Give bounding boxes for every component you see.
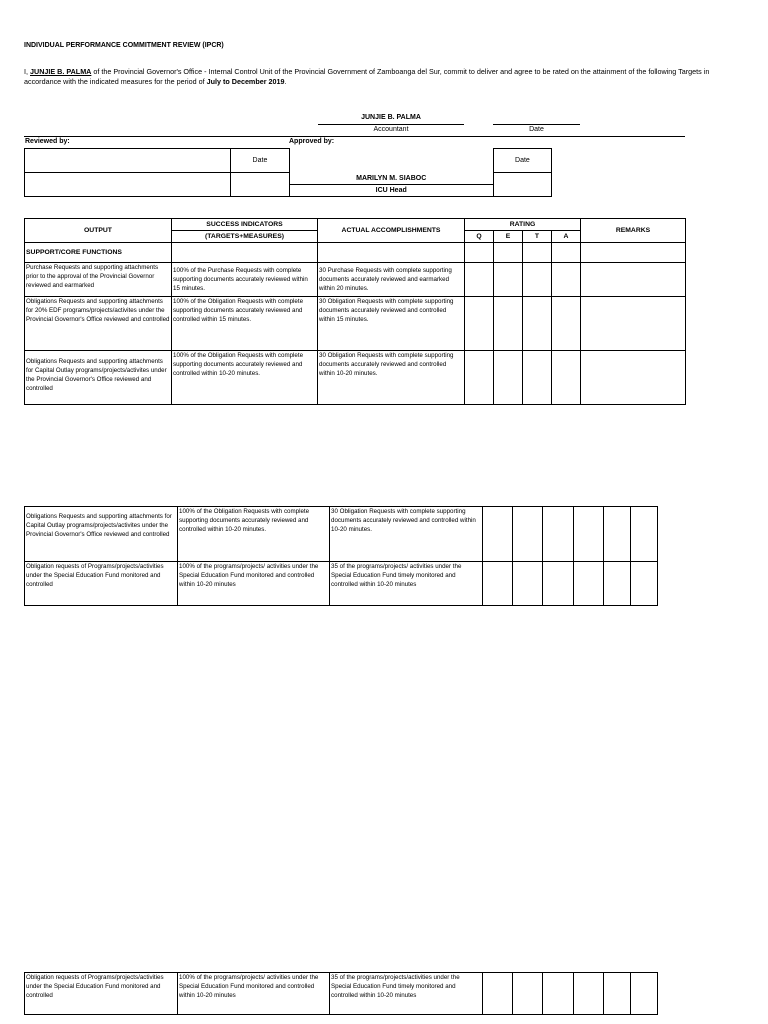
reviewer-date-cell — [231, 173, 289, 197]
reviewer-name-cell — [25, 173, 231, 197]
ratee-name: JUNJIE B. PALMA — [361, 114, 421, 121]
commitment-statement — [24, 67, 714, 87]
header-actual-accomplishments: ACTUAL ACCOMPLISHMENTS — [318, 219, 465, 243]
indicator-cell: 100% of the programs/projects/ activities under the Special Education Fund monitored and controlled within 10-20 minutes — [178, 973, 330, 1015]
table-row — [25, 297, 686, 351]
output-cell: Obligations Requests and supporting attachments for Capital Outlay programs/projects/activites under the Provincial Governor's Office reviewed and controlled — [25, 351, 172, 405]
ipcr-table — [24, 218, 686, 405]
output-cell: Purchase Requests and supporting attachments prior to the approval of the Provincial Governor reviewed and earmarked — [25, 263, 172, 297]
table-row — [25, 351, 686, 405]
header-targets-measures: (TARGETS+MEASURES) — [172, 231, 318, 243]
actual-cell: 30 Obligation Requests with complete supporting documents accurately reviewed and controlled within 10-20 minutes. — [318, 351, 465, 405]
intro-middle: of the Provincial Governor's Office - Internal Control Unit of the Provincial Government of Zamboanga del Sur, commit to deliver and agree to be rated on the attainment of the following Targets in accordance with the indicated measures for the period of — [24, 67, 710, 86]
ratee-position: Accountant — [373, 126, 409, 133]
approver-position: ICU Head — [289, 185, 493, 197]
actual-cell: 30 Obligation Requests with complete supporting documents accurately reviewed and controlled within 10-20 minutes. — [330, 507, 483, 562]
header-rating-a: A — [552, 231, 581, 243]
output-cell: Obligation requests of Programs/projects/activities under the Special Education Fund monitored and controlled — [25, 973, 178, 1015]
table-row — [25, 263, 686, 297]
rating-period: July to December 2019 — [206, 77, 285, 86]
indicator-cell: 100% of the Obligation Requests with complete supporting documents accurately reviewed and controlled within 15 minutes. — [172, 297, 318, 351]
output-cell: Obligation requests of Programs/projects/activities under the Special Education Fund monitored and controlled — [25, 562, 178, 606]
approver-signature-space — [289, 149, 493, 173]
indicator-cell: 100% of the programs/projects/ activities under the Special Education Fund monitored and controlled within 10-20 minutes — [178, 562, 330, 606]
output-cell: Obligations Requests and supporting attachments for Capital Outlay programs/projects/activites under the Provincial Governor's Office reviewed and controlled — [25, 507, 178, 562]
intro-suffix: . — [284, 77, 287, 86]
reviewed-by-label: Reviewed by: — [25, 138, 70, 145]
indicator-cell: 100% of the Obligation Requests with complete supporting documents accurately reviewed and controlled within 10-20 minutes. — [178, 507, 330, 562]
table-row — [25, 507, 658, 562]
actual-cell: 35 of the programs/projects/activities under the Special Education Fund timely monitored and controlled within 10-20 minutes — [330, 973, 483, 1015]
intro-prefix: I, — [24, 67, 30, 76]
reviewer-signature-cell — [25, 149, 231, 173]
approver-date-cell — [493, 173, 551, 197]
actual-cell: 30 Purchase Requests with complete supporting documents accurately reviewed and earmarked within 20 minutes. — [318, 263, 465, 297]
approver-name: MARILYN M. SIABOC — [289, 173, 493, 185]
header-output: OUTPUT — [25, 219, 172, 243]
document-title: INDIVIDUAL PERFORMANCE COMMITMENT REVIEW (IPCR) — [24, 42, 224, 49]
ratee-signature-line — [318, 124, 464, 125]
header-remarks: REMARKS — [581, 219, 686, 243]
review-top-line — [24, 136, 685, 137]
reviewer-date-label: Date — [231, 149, 289, 173]
indicator-cell: 100% of the Purchase Requests with complete supporting documents accurately reviewed within 15 minutes. — [172, 263, 318, 297]
approver-date-label: Date — [493, 149, 551, 173]
ipcr-table-page-3 — [24, 972, 658, 1015]
actual-cell: 35 of the programs/projects/ activities under the Special Education Fund timely monitored and controlled within 10-20 minutes — [330, 562, 483, 606]
ipcr-table-page-2 — [24, 506, 658, 606]
ratee-date-label: Date — [529, 126, 544, 133]
ratee-date-line — [493, 124, 580, 125]
table-row — [25, 562, 658, 606]
header-rating: RATING — [465, 219, 581, 231]
header-rating-t: T — [523, 231, 552, 243]
header-success-indicators: SUCCESS INDICATORS — [172, 219, 318, 231]
signature-box — [24, 148, 552, 197]
section-title: SUPPORT/CORE FUNCTIONS — [25, 243, 172, 263]
ratee-name-inline: JUNJIE B. PALMA — [30, 67, 92, 76]
approved-by-label: Approved by: — [289, 138, 335, 145]
indicator-cell: 100% of the Obligation Requests with complete supporting documents accurately reviewed and controlled within 10-20 minutes. — [172, 351, 318, 405]
header-rating-q: Q — [465, 231, 494, 243]
header-rating-e: E — [494, 231, 523, 243]
output-cell: Obligations Requests and supporting attachments for 20% EDF programs/projects/activites under the Provincial Governor's Office reviewed and controlled — [25, 297, 172, 351]
table-row — [25, 973, 658, 1015]
actual-cell: 30 Obligation Requests with complete supporting documents accurately reviewed and controlled within 15 minutes. — [318, 297, 465, 351]
